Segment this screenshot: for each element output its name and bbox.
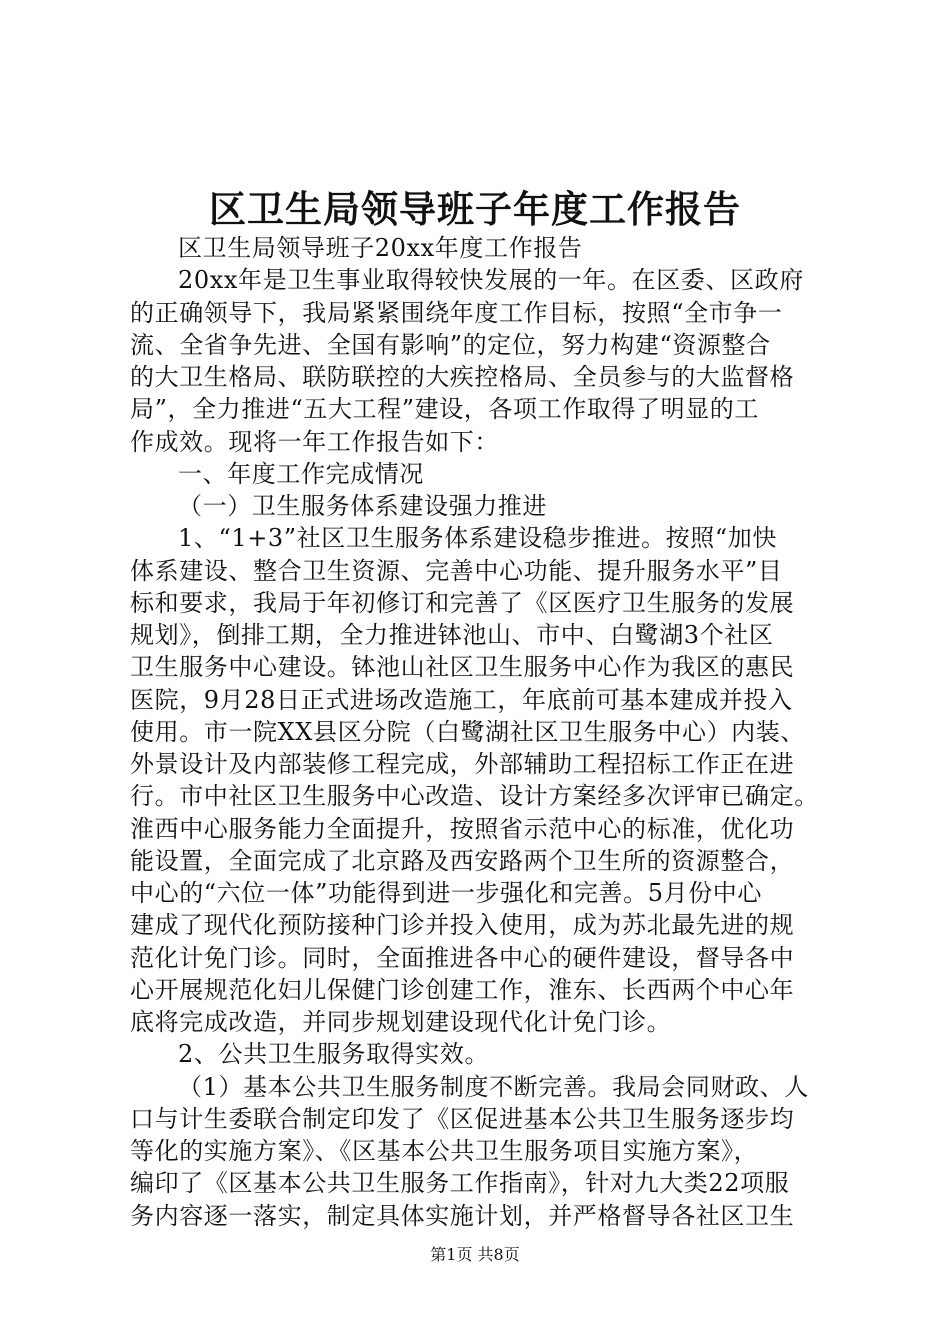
text-line: 区卫生局领导班子20xx年度工作报告: [178, 234, 583, 262]
text-line: 1、“1+3”社区卫生服务体系建设稳步推进。按照“加快: [178, 524, 777, 553]
text-line: 外景设计及内部装修工程完成，外部辅助工程招标工作正在进: [130, 750, 795, 778]
text-line: 淮西中心服务能力全面提升，按照省示范中心的标准，优化功: [130, 814, 795, 843]
document-title: 区卫生局领导班子年度工作报告: [209, 187, 741, 231]
text-line: 20xx年是卫生事业取得较快发展的一年。在区委、区政府: [178, 266, 804, 295]
text-line: 的大卫生格局、联防联控的大疾控格局、全员参与的大监督格: [130, 363, 795, 391]
text-line: （1）基本公共卫生服务制度不断完善。我局会同财政、人: [178, 1072, 809, 1101]
text-line: 心开展规范化妇儿保健门诊创建工作，淮东、长西两个中心年: [130, 975, 795, 1004]
text-line: 建成了现代化预防接种门诊并投入使用，成为苏北最先进的规: [130, 911, 795, 940]
text-line: 范化计免门诊。同时，全面推进各中心的硬件建设，督导各中: [130, 943, 795, 972]
text-line: 的正确领导下，我局紧紧围绕年度工作目标，按照“全市争一: [130, 298, 783, 327]
text-line: 等化的实施方案》、《区基本公共卫生服务项目实施方案》，: [130, 1137, 759, 1165]
document-body: [130, 232, 830, 1232]
text-line: 医院，9月28日正式进场改造施工，年底前可基本建成并投入: [130, 685, 793, 714]
text-line: 中心的“六位一体”功能得到进一步强化和完善。5月份中心: [130, 879, 763, 907]
text-line: 标和要求，我局于年初修订和完善了《区医疗卫生服务的发展: [130, 588, 795, 617]
text-line: （一）卫生服务体系建设强力推进: [178, 492, 547, 520]
text-line: 能设置，全面完成了北京路及西安路两个卫生所的资源整合，: [130, 846, 795, 875]
text-line: 编印了《区基本公共卫生服务工作指南》，针对九大类22项服: [130, 1169, 790, 1198]
text-line: 体系建设、整合卫生资源、完善中心功能、提升服务水平”目: [130, 556, 783, 585]
text-line: 2、公共卫生服务取得实效。: [178, 1040, 490, 1069]
text-line: 流、全省争先进、全国有影响”的定位，努力构建“资源整合: [130, 330, 771, 359]
text-line: 作成效。现将一年工作报告如下：: [130, 427, 499, 456]
text-line: 使用。市一院XX县区分院（白鹭湖社区卫生服务中心）内装、: [130, 717, 805, 746]
text-line: 务内容逐一落实，制定具体实施计划，并严格督导各社区卫生: [130, 1201, 795, 1230]
text-line: 一、年度工作完成情况: [178, 459, 424, 488]
text-line: 局”，全力推进“五大工程”建设，各项工作取得了明显的工: [130, 395, 760, 424]
text-line: 行。市中社区卫生服务中心改造、设计方案经多次评审已确定。: [130, 782, 819, 811]
page-footer: 第1页 共8页: [430, 1245, 520, 1264]
text-line: 口与计生委联合制定印发了《区促进基本公共卫生服务逐步均: [130, 1104, 795, 1133]
text-line: 卫生服务中心建设。钵池山社区卫生服务中心作为我区的惠民: [130, 653, 795, 682]
text-line: 底将完成改造，并同步规划建设现代化计免门诊。: [130, 1008, 672, 1036]
text-line: 规划》，倒排工期，全力推进钵池山、市中、白鹭湖3个社区: [130, 621, 774, 649]
